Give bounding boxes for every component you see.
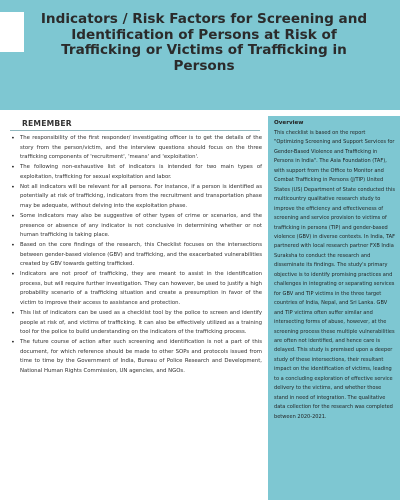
overview-sidebar [268, 116, 400, 500]
list-item: • The responsibility of the first responder/ investigating officer is to get the details of the story from the person/victim, and the interview questions should focus on the three trafficking components of 'recruitment', 'means' and 'exploitation'. [10, 134, 262, 163]
list-item: • The following non-exhaustive list of indicators is intended for two main types of exploitation, trafficking for sexual exploitation and labor. [10, 163, 262, 182]
remember-heading: REMEMBER [22, 119, 72, 128]
list-item: • This list of indicators can be used as a checklist tool by the police to screen and identify people at risk of, and victims of trafficking. It can also be effectively utilized as a training tool for the police to build understanding on the indicators of the trafficking process. [10, 309, 262, 338]
title-banner [0, 0, 400, 110]
list-item: • Indicators are not proof of trafficking, they are meant to assist in the identification process, but will require further investigation. They can however, be used to justify a high probability scenario of a trafficking situation and create a presumption in favor of the victim to improve their access to assistance and protection. [10, 270, 262, 308]
list-item: • Some indicators may also be suggestive of other types of crime or scenarios, and the presence or absence of any indicator is not conclusive in determining whether or not human trafficking is taking place. [10, 212, 262, 241]
list-item: • Based on the core findings of the research, this Checklist focuses on the intersections between gender-based violence (GBV) and trafficking, and the exacerbated vulnerabilities created by GBV towards getting trafficked. [10, 241, 262, 270]
list-item: • Not all indicators will be relevant for all persons. For instance, if a person is identified as potentially at risk of trafficking, indicators from the recruitment and transportation phase may be adequate, without delving into the exploitation phase. [10, 183, 262, 212]
overview-body [274, 129, 396, 422]
document-title: Indicators / Risk Factors for Screening and Identification of Persons at Risk of Trafficking or Victims of Trafficking in Persons [40, 11, 368, 74]
section-divider [10, 130, 260, 131]
list-item: • The future course of action after such screening and identification is not a part of this document, for which reference should be made to other SOPs and protocols issued from time to time by the Government of India, Bureau of Police Research and Development, National Human Rights Commission, UN agencies, and NGOs. [10, 338, 262, 376]
banner-accent-block [0, 12, 24, 52]
overview-heading: Overview [274, 120, 304, 126]
remember-section [0, 116, 264, 500]
remember-list [10, 134, 262, 377]
overview-text: This checklist is based on the report "Optimizing Screening and Support Services for Gender-Based Violence and Trafficking in Persons in India". The Asia Foundation (TAF), with support from the Office to Monitor and Combat Trafficking in Persons (J/TIP) United States (US) Department of State conducted this multicountry qualitative research study to improve the efficiency and effectiveness of screening and service provision to victims of trafficking in persons (TIP) and gender-based violence (GBV) in diverse contexts. In India, TAF partnered with local research partner FXB India Suraksha to conduct the research and disseminate its findings. The study's primary objective is to identify promising practices and challenges in integrating or separating services for GBV and TIP victims in the three target countries of India, Nepal, and Sri Lanka. GBV and TIP victims often suffer similar and intersecting forms of abuse, however, at the screening process these multiple vulnerabilities are often not identified, and hence care is delayed. This study is premised upon a deeper study of these intersections, their resultant impact on the identification of victims, leading to a concluding exploration of effective service delivery to the victims, and whether those stand in need of integration. The qualitative data collection for the research was completed between 2020-2021. [274, 130, 395, 420]
